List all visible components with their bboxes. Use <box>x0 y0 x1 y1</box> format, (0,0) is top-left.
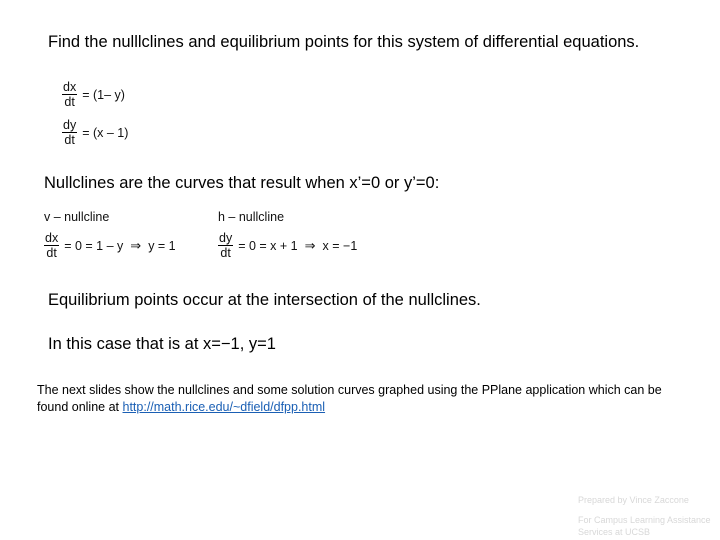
dfpp-link[interactable]: http://math.rice.edu/~dfield/dfpp.html <box>122 400 326 414</box>
fraction-numerator: dy <box>63 118 77 132</box>
v-nullcline-label: v – nullcline <box>44 210 110 224</box>
equilibrium-point: In this case that is at x=−1, y=1 <box>48 335 276 353</box>
equation-dx-dt <box>62 80 125 110</box>
slide-title: Find the nulllclines and equilibrium points for this system of differential equations. <box>48 33 640 51</box>
fraction-dy-dt <box>62 118 77 148</box>
fraction-denominator: dt <box>64 133 75 147</box>
fraction-denominator: dt <box>64 95 75 109</box>
implies-arrow-icon: ⇒ <box>304 238 316 253</box>
fraction-dy-dt <box>218 231 233 261</box>
equation-dy-dt <box>62 118 128 148</box>
equation-result: y = 1 <box>148 239 176 253</box>
credit-prepared-by: Prepared by Vince Zaccone <box>578 495 689 505</box>
fraction-numerator: dx <box>63 80 77 94</box>
equation-result: x = −1 <box>322 239 358 253</box>
fraction-dx-dt <box>62 80 77 110</box>
fraction-denominator: dt <box>220 246 231 260</box>
implies-arrow-icon: ⇒ <box>130 238 142 253</box>
fraction-numerator: dy <box>219 231 233 245</box>
pplane-note <box>37 382 677 416</box>
pplane-note-text: The next slides show the nullclines and some solution curves graphed using the PPlane application which can be found online at <box>37 383 662 414</box>
h-nullcline-label: h – nullcline <box>218 210 285 224</box>
nullclines-intro: Nullclines are the curves that result when x’=0 or y’=0: <box>44 174 440 192</box>
equation-rhs: = 0 = x + 1 <box>238 239 298 253</box>
equation-rhs: = 0 = 1 – y <box>64 239 124 253</box>
equation-rhs: = (x – 1) <box>82 126 129 140</box>
equilibrium-intro: Equilibrium points occur at the intersection of the nullclines. <box>48 291 481 309</box>
fraction-dx-dt <box>44 231 59 261</box>
h-nullcline-equation <box>218 231 357 261</box>
fraction-denominator: dt <box>46 246 57 260</box>
credit-affiliation: For Campus Learning Assistance Services at UCSB <box>578 515 711 537</box>
v-nullcline-equation <box>44 231 176 261</box>
equation-rhs: = (1– y) <box>82 88 125 102</box>
fraction-numerator: dx <box>45 231 59 245</box>
